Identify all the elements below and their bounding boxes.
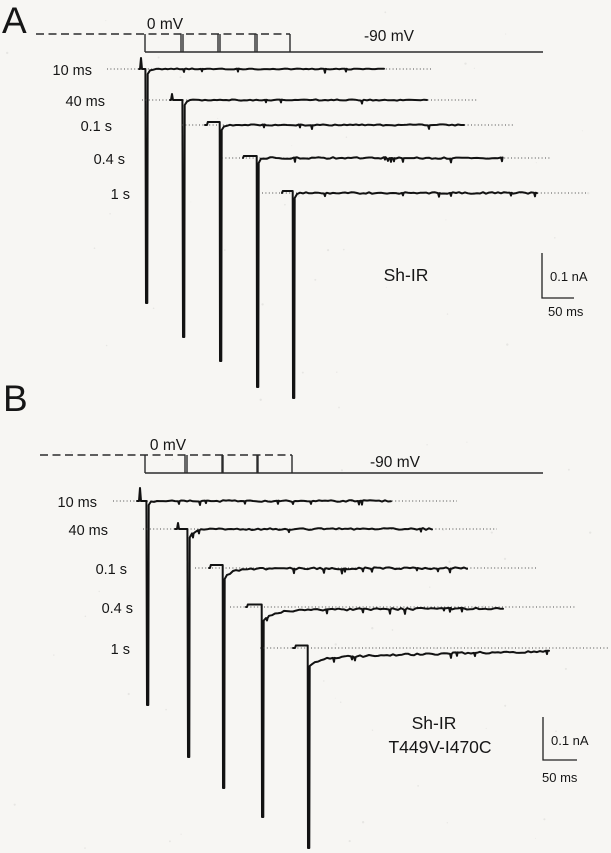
scan-speck — [587, 192, 589, 194]
panel-b-holding-voltage-label: -90 mV — [370, 454, 420, 471]
scan-speck — [98, 591, 99, 592]
scan-speck — [474, 68, 475, 69]
scan-speck — [94, 247, 96, 249]
trace-interval-label-01s: 0.1 s — [80, 119, 112, 135]
trace-current-04s — [246, 605, 503, 818]
panel-b-drawing — [40, 455, 610, 848]
scan-speck — [429, 586, 430, 587]
panel-a-scalebar-time-label: 50 ms — [548, 304, 584, 319]
scan-speck — [464, 62, 466, 64]
trace-interval-label-40ms: 40 ms — [65, 94, 105, 110]
scan-speck — [336, 372, 337, 373]
scan-speck — [323, 680, 324, 681]
scan-speck — [466, 442, 467, 443]
scan-speck — [346, 136, 347, 137]
scan-speck — [445, 219, 446, 220]
scan-speck — [181, 834, 182, 835]
panel-a-letter: A — [2, 0, 27, 41]
scan-speck — [384, 11, 386, 13]
scan-speck — [504, 558, 506, 560]
scan-specks — [6, 11, 591, 849]
protocol-pulse-edges — [145, 34, 290, 52]
scan-speck — [261, 303, 263, 305]
trace-current-40ms — [175, 523, 432, 757]
scan-speck — [14, 804, 16, 806]
scan-speck — [568, 469, 570, 471]
scan-speck — [543, 818, 545, 820]
scan-speck — [153, 308, 155, 310]
scan-speck — [53, 654, 54, 655]
scan-speck — [128, 693, 130, 695]
scan-speck — [555, 730, 557, 732]
scan-speck — [327, 249, 329, 251]
panel-a-scalebar-current-label: 0.1 nA — [550, 269, 588, 284]
panel-b-condition-label-line1: Sh-IR — [411, 713, 457, 733]
scan-speck — [448, 561, 450, 563]
panel-b-condition-label-line2: T449V-I470C — [388, 737, 492, 757]
scan-speck — [106, 345, 108, 347]
trace-interval-label-1s: 1 s — [110, 187, 130, 203]
scan-speck — [105, 20, 106, 21]
scan-speck — [491, 532, 493, 534]
trace-interval-label-1s: 1 s — [110, 642, 130, 658]
panel-a-holding-voltage-label: -90 mV — [364, 28, 414, 45]
scan-speck — [505, 34, 506, 35]
scan-speck — [172, 459, 173, 460]
scan-speck — [486, 728, 487, 729]
scan-speck — [372, 729, 373, 730]
scan-speck — [535, 838, 536, 839]
trace-interval-label-04s: 0.4 s — [93, 152, 125, 168]
scan-speck — [426, 444, 427, 445]
trace-interval-label-10ms: 10 ms — [57, 495, 97, 511]
trace-current-1s — [282, 191, 537, 398]
scan-speck — [218, 362, 219, 363]
trace-interval-label-10ms: 10 ms — [52, 63, 92, 79]
scan-speck — [165, 709, 167, 711]
scan-speck — [158, 57, 160, 59]
scan-speck — [506, 343, 508, 345]
scan-speck — [554, 237, 556, 239]
scan-speck — [298, 195, 300, 197]
panel-b-scalebar-current-label: 0.1 nA — [551, 733, 589, 748]
trace-interval-label-04s: 0.4 s — [101, 601, 133, 617]
scan-speck — [435, 648, 437, 650]
scan-speck — [335, 698, 336, 699]
scan-speck — [417, 785, 419, 787]
scan-speck — [386, 287, 387, 288]
scan-speck — [260, 399, 262, 401]
scan-speck — [169, 840, 171, 842]
scan-speck — [180, 76, 182, 78]
scan-speck — [340, 701, 341, 702]
trace-interval-label-40ms: 40 ms — [68, 523, 108, 539]
scan-speck — [71, 451, 73, 453]
panel-a-drawing — [36, 34, 587, 398]
scan-speck — [343, 249, 345, 251]
scan-speck — [447, 822, 448, 823]
panel-a-condition-label: Sh-IR — [383, 265, 429, 285]
scan-speck — [6, 52, 8, 54]
scan-speck — [371, 627, 373, 629]
panel-a-pulse-voltage-label: 0 mV — [146, 16, 184, 33]
panel-b-scalebar-time-label: 50 ms — [542, 770, 578, 785]
scan-speck — [589, 531, 591, 533]
scan-speck — [284, 204, 286, 206]
scan-speck — [190, 202, 191, 203]
scan-speck — [504, 705, 506, 707]
scan-speck — [85, 616, 87, 618]
scan-speck — [217, 118, 218, 119]
scan-speck — [84, 847, 86, 849]
trace-interval-label-01s: 0.1 s — [95, 562, 127, 578]
scan-speck — [224, 249, 226, 251]
scan-speck — [341, 469, 343, 471]
trace-current-10ms — [139, 58, 384, 303]
scan-speck — [483, 605, 485, 607]
panel-b-pulse-voltage-label: 0 mV — [149, 437, 187, 454]
scan-speck — [362, 821, 364, 823]
scan-speck — [349, 840, 351, 842]
protocol-pulse-edges — [145, 455, 292, 473]
panel-b-letter: B — [3, 378, 28, 419]
scan-speck — [335, 643, 337, 645]
scan-speck — [291, 145, 292, 146]
trace-current-40ms — [170, 94, 427, 337]
scan-speck — [109, 213, 111, 215]
scan-speck — [392, 629, 394, 631]
scan-speck — [447, 313, 448, 314]
scan-speck — [302, 372, 304, 374]
scan-speck — [338, 407, 340, 409]
scan-speck — [565, 668, 567, 670]
scan-speck — [314, 279, 316, 281]
scan-speck — [582, 130, 583, 131]
scan-speck — [536, 162, 537, 163]
